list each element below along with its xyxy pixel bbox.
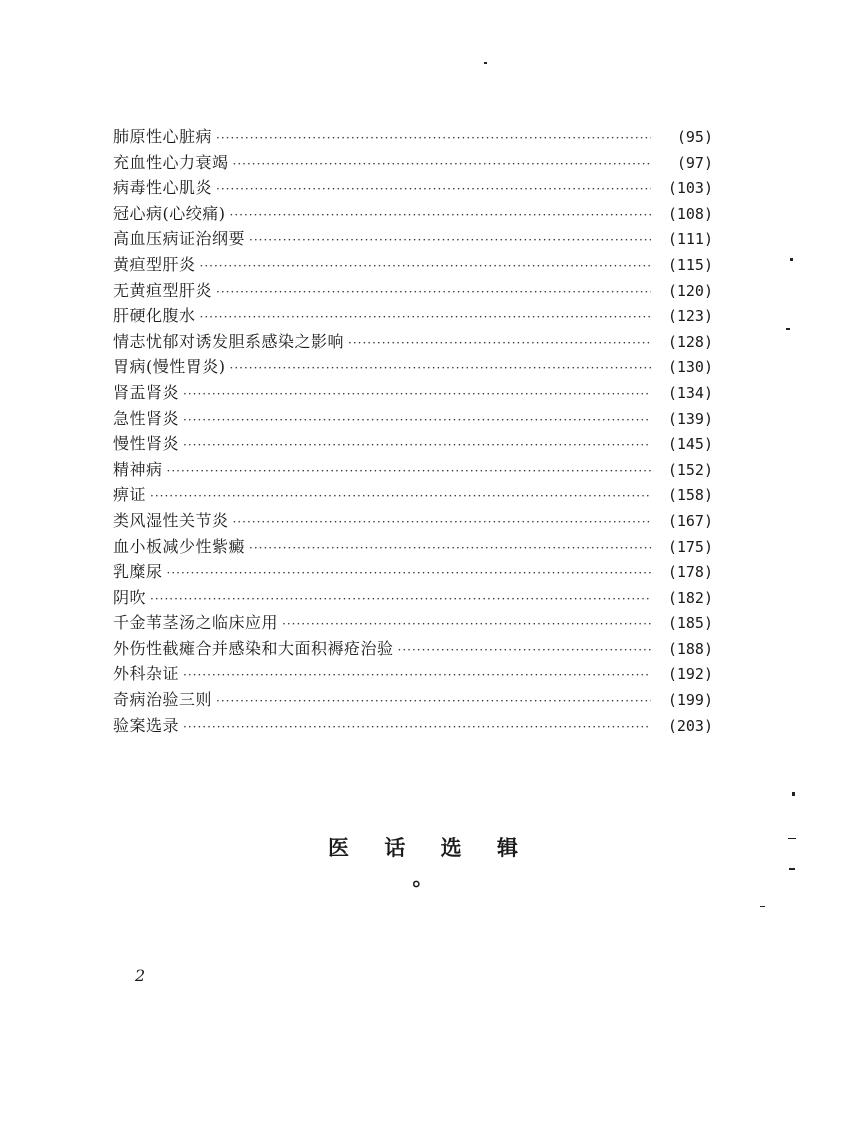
toc-entry-page: (192) (667, 665, 713, 684)
toc-entry-title: 外伤性截瘫合并感染和大面积褥疮治验 (113, 638, 394, 658)
toc-entry (113, 278, 713, 304)
toc-entry-page: (103) (667, 179, 713, 198)
toc-leader-dots (216, 280, 651, 306)
toc-entry (113, 585, 713, 611)
toc-entry-page: (115) (667, 255, 713, 274)
toc-entry-title: 血小板减少性紫癜 (113, 536, 246, 556)
toc-entry (113, 175, 713, 201)
toc-leader-dots (183, 433, 651, 459)
toc-entry (113, 201, 713, 227)
toc-entry-title: 黄疸型肝炎 (113, 254, 196, 274)
toc-entry-page: (167) (667, 511, 713, 530)
toc-entry (113, 559, 713, 585)
toc-leader-dots (249, 536, 651, 562)
toc-entry-title: 肝硬化腹水 (113, 306, 196, 326)
toc-entry-title: 充血性心力衰竭 (113, 152, 229, 172)
toc-entry-title: 奇病治验三则 (113, 690, 213, 710)
toc-entry-title: 乳糜尿 (113, 562, 163, 582)
toc-entry-title: 高血压病证治纲要 (113, 229, 246, 249)
toc-entry (113, 431, 713, 457)
scan-speck (788, 838, 796, 839)
scan-speck (792, 792, 795, 796)
toc-entry-title: 外科杂证 (113, 664, 180, 684)
toc-leader-dots (249, 228, 651, 254)
toc-entry-page: (123) (667, 307, 713, 326)
toc-leader-dots (183, 715, 651, 741)
toc-leader-dots (167, 561, 651, 587)
toc-leader-dots (233, 152, 651, 178)
toc-entry (113, 534, 713, 560)
toc-entry-page: (175) (667, 537, 713, 556)
toc-entry (113, 380, 713, 406)
toc-entry-page: (203) (667, 716, 713, 735)
toc-entry-title: 肺原性心脏病 (113, 127, 213, 146)
scan-speck (790, 258, 793, 261)
toc-leader-dots (216, 177, 651, 203)
toc-leader-dots (233, 510, 651, 536)
toc-entry-title: 胃病(慢性胃炎) (113, 357, 226, 377)
toc-entry-title: 情志忧郁对诱发胆系感染之影响 (113, 331, 345, 351)
toc-leader-dots (230, 356, 652, 382)
toc-entry (113, 406, 713, 432)
toc-entry-page: (108) (667, 204, 713, 223)
toc-leader-dots (167, 459, 651, 485)
toc-entry (113, 713, 713, 739)
toc-leader-dots (282, 612, 651, 638)
toc-entry-page: (111) (667, 230, 713, 249)
toc-entry-page: (139) (667, 409, 713, 428)
toc-entry (113, 303, 713, 329)
toc-entry (113, 687, 713, 713)
toc-leader-dots (183, 408, 651, 434)
toc-entry-title: 千金苇茎汤之临床应用 (113, 613, 279, 633)
toc-entry-page: (188) (667, 639, 713, 658)
toc-leader-dots (200, 254, 651, 280)
toc-entry (113, 661, 713, 687)
toc-entry-page: (97) (676, 153, 713, 172)
toc-entry-page: (128) (667, 332, 713, 351)
toc-entry-page: (178) (667, 563, 713, 582)
toc-leader-dots (216, 689, 651, 715)
toc-entry (113, 457, 713, 483)
toc-entry (113, 150, 713, 176)
toc-leader-dots (183, 382, 651, 408)
toc-entry-title: 急性肾炎 (113, 408, 180, 428)
toc-entry-title: 痹证 (113, 485, 147, 505)
toc-entry (113, 124, 713, 150)
scan-speck (760, 906, 765, 907)
toc-entry-title: 阴吹 (113, 587, 147, 607)
toc-entry-page: (145) (667, 435, 713, 454)
toc-entry-title: 病毒性心肌炎 (113, 178, 213, 198)
toc-entry-page: (130) (667, 358, 713, 377)
toc-entry-title: 验案选录 (113, 715, 180, 735)
toc-entry-page: (182) (667, 588, 713, 607)
toc-entry-title: 类风湿性关节炎 (113, 510, 229, 530)
toc-entry (113, 482, 713, 508)
toc-entry-page: (185) (667, 614, 713, 633)
toc-leader-dots (200, 305, 651, 331)
toc-entry-title: 慢性肾炎 (113, 434, 180, 454)
toc-entry-title: 无黄疸型肝炎 (113, 280, 213, 300)
toc-entry-page: (134) (667, 383, 713, 402)
toc-entry-title: 精神病 (113, 459, 163, 479)
toc-leader-dots (150, 587, 651, 613)
toc-leader-dots (348, 331, 651, 357)
scan-speck (484, 62, 487, 64)
toc-entry-title: 肾盂肾炎 (113, 382, 180, 402)
toc-entry-page: (152) (667, 460, 713, 479)
toc-entry (113, 636, 713, 662)
toc-entry-title: 冠心病(心绞痛) (113, 203, 226, 223)
toc-entry (113, 508, 713, 534)
toc-entry (113, 610, 713, 636)
toc-leader-dots (230, 203, 652, 229)
scan-speck (789, 868, 795, 870)
toc-leader-dots (398, 638, 651, 664)
toc-entry-page: (199) (667, 691, 713, 710)
toc-entry (113, 226, 713, 252)
toc-entry (113, 354, 713, 380)
toc-leader-dots (150, 484, 651, 510)
toc-entry-page: (120) (667, 281, 713, 300)
toc-entry (113, 252, 713, 278)
toc-entry-page: (95) (676, 128, 713, 146)
toc-entry-page: (158) (667, 486, 713, 505)
page-number: 2 (135, 966, 146, 985)
toc-leader-dots (216, 126, 651, 152)
toc-entry (113, 329, 713, 355)
toc-leader-dots (183, 663, 651, 689)
table-of-contents (113, 124, 713, 738)
scan-speck (786, 328, 790, 330)
section-heading: 医 话 选 辑 。 (328, 836, 532, 890)
